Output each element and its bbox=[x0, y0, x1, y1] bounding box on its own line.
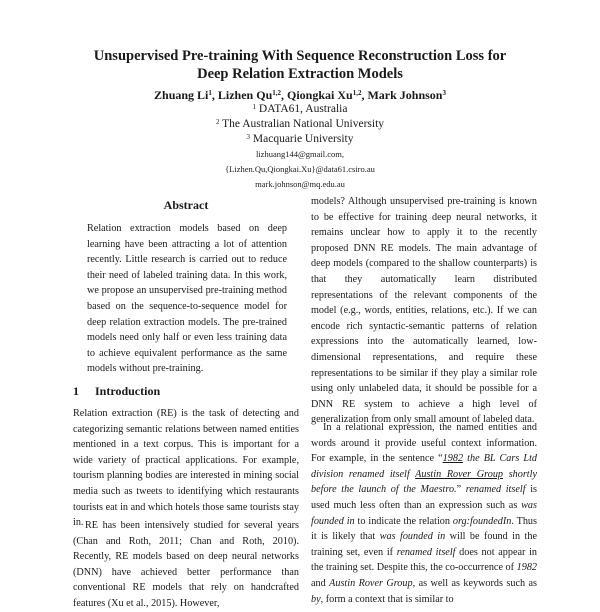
author-name: Qiongkai Xu bbox=[287, 88, 353, 102]
email: mark.johnson@mq.edu.au bbox=[255, 179, 345, 189]
section-title: Introduction bbox=[95, 384, 161, 398]
affiliation: $^1$ DATA61, Australia bbox=[252, 103, 348, 115]
entity-mention: 1982 bbox=[442, 453, 464, 465]
author-sup: 1,2 bbox=[272, 89, 281, 97]
paper-title bbox=[0, 47, 600, 83]
author-sup: 1 bbox=[208, 89, 212, 97]
body-paragraph: models? Although unsupervised pre-training is known to be effective for training deep neural networks, it remains unclear how to apply it to the recently proposed DNN RE models. The main advantage of deep models (compared to the shallow counterparts) is that they automatically learn distributed representations of the relevant components of the model (e.g., words, entities, relations, etc.). If we can encode rich syntactic-semantic patterns of relation expressions into the automatically learned, low-dimensional representations, and require these representations to be similar if they play a similar role using only unlabeled data, it should be possible for a DNN RE system to achieve a high level of generalization from only small amount of labeled data. bbox=[311, 196, 537, 426]
author-sup: 3 bbox=[442, 89, 446, 97]
title-line-1: Unsupervised Pre-training With Sequence Reconstruction Loss for bbox=[93, 48, 507, 64]
author-sup: 1,2 bbox=[352, 89, 362, 97]
author-name: Zhuang Li bbox=[154, 88, 209, 102]
section-number: 1 bbox=[73, 384, 79, 398]
entity-mention: Austin Rover Group bbox=[415, 468, 504, 480]
body-paragraph: In a relational expression, the named entities and words around it provide useful context information. For example, in the sentence “1982 the BL Cars Ltd division renamed itself Austin Rover Group shortly before the launch of the Maestro.” renamed itself is used much less often than an expression such as was founded in to indicate the relation org:foundedIn. Thus it is likely that was founded in will be found in the training set, even if renamed itself does not appear in the training set. Despite this, the co-occurrence of 1982 and Austin Rover Group, as well as keywords such as by, form a context that is similar to bbox=[311, 422, 538, 605]
section-heading bbox=[73, 384, 160, 398]
email: lizhuang144@gmail.com, bbox=[255, 149, 345, 159]
author-name: Mark Johnson bbox=[367, 88, 443, 102]
abstract-text: Relation extraction models based on deep learning have been attracting a lot of attention recently. Little research is carried out to reduce their need of labeled training data. In this work, we propose an unsupervised pre-training method based on the sequence-to-sequence model for deep relation extraction models. The pre-trained models need only half or even less training data to achieve equivalent performance as the same models without pre-training. bbox=[87, 223, 287, 375]
author-name: Lizhen Qu bbox=[217, 88, 273, 102]
title-line-2: Deep Relation Extraction Models bbox=[197, 66, 403, 82]
intro-paragraph: Relation extraction (RE) is the task of detecting and categorizing semantic relations between named entities mentioned in a text corpus. This is important for a wide variety of practical applications. For example, tourism planning bodies are interested in mining social media such as tweets to identifying which restaurants tourists eat in and which hotels those same tourists stay in. bbox=[73, 408, 299, 529]
intro-paragraph: RE has been intensively studied for several years (Chan and Roth, 2011; Chan and Roth, 2010). Recently, RE models based on deep neural networks (DNN) have achieved better performance than conventional RE models that rely on handcrafted features (Xu et al., 2015). However, bbox=[73, 520, 299, 609]
abstract-heading: Abstract bbox=[163, 198, 209, 212]
email: {Lizhen.Qu,Qiongkai.Xu}@data61.csiro.au bbox=[225, 164, 375, 174]
author-list: Zhuang Li$^1$, Lizhen Qu$^{1,2}$, Qiongkai Xu$^{1,2}$, Mark Johnson$^3$ bbox=[154, 88, 446, 102]
affiliation: $^3$ Macquarie University bbox=[246, 133, 354, 145]
affiliation: $^2$ The Australian National University bbox=[215, 118, 385, 130]
